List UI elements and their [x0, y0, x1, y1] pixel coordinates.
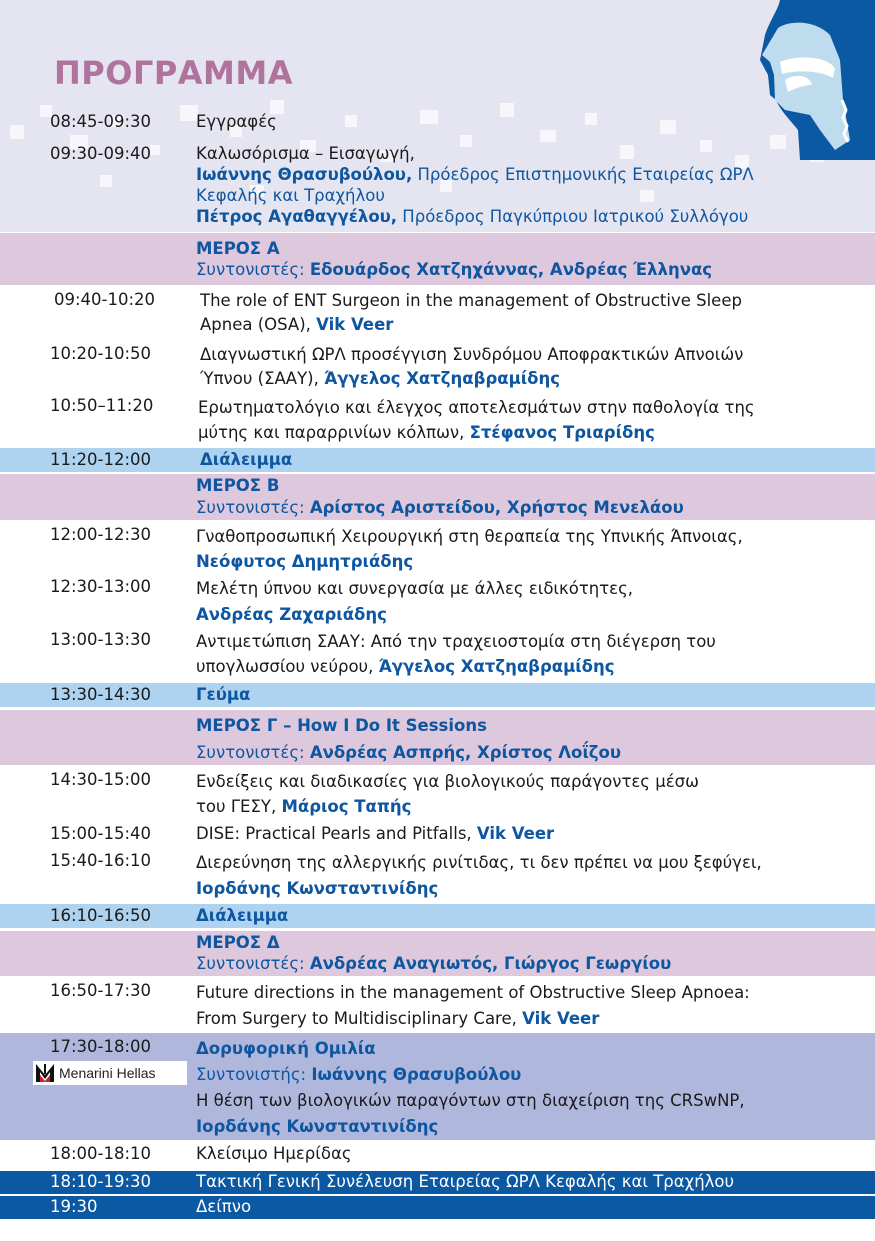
time-slot: 16:50-17:30 [50, 981, 152, 1000]
item-content [196, 980, 855, 1032]
session-chairs [196, 739, 855, 766]
schedule-row [0, 142, 875, 232]
speaker-role: Πρόεδρος Επιστημονικής Εταιρείας ΩΡΛ [412, 165, 754, 184]
item-content [196, 850, 855, 902]
item-content [196, 629, 855, 679]
speaker-name: Ιορδάνης Κωνσταντινίδης [196, 1117, 439, 1136]
talk-title-cont: Ύπνου (ΣΑΑΥ), [200, 369, 325, 388]
talk-title: Γναθοπροσωπική Χειρουργική στη θεραπεία της Υπνικής Άπνοιας, [196, 527, 743, 546]
item-content [196, 576, 855, 628]
chair-label: Συντονιστής: [196, 1065, 312, 1084]
break-label: Γεύμα [196, 685, 251, 704]
head-airway-illustration-icon [740, 0, 875, 160]
time-slot: 16:10-16:50 [50, 906, 152, 925]
session-title: ΜΕΡΟΣ Α [196, 239, 280, 258]
time-slot: 19:30 [50, 1197, 98, 1216]
item-title: Καλωσόρισμα – Εισαγωγή, [196, 144, 415, 163]
chairs-label: Συντονιστές: [196, 498, 310, 517]
page-title: ΠΡΟΓΡΑΜΜΑ [54, 54, 293, 92]
talk-title: Ερωτηματολόγιο και έλεγχος αποτελεσμάτων στην παθολογία της [198, 398, 755, 417]
time-slot: 11:20-12:00 [50, 450, 152, 469]
item-content [200, 343, 855, 391]
schedule-row [0, 110, 875, 134]
schedule-row [0, 849, 875, 901]
session-header-c [0, 710, 875, 765]
speaker-name: Νεόφυτος Δημητριάδης [196, 552, 414, 571]
sponsor-logo [33, 1061, 187, 1085]
session-header-d [0, 931, 875, 976]
speaker-name: Άγγελος Χατζηαβραμίδης [324, 369, 561, 388]
speaker-name: Ιορδάνης Κωνσταντινίδης [196, 879, 439, 898]
item-title: Τακτική Γενική Συνέλευση Εταιρείας ΩΡΛ Κεφαλής και Τραχήλου [196, 1172, 735, 1191]
item-content [200, 289, 855, 337]
time-slot: 13:00-13:30 [50, 630, 152, 649]
session-chairs [196, 259, 855, 280]
speaker-role: Πρόεδρος Παγκύπριου Ιατρικού Συλλόγου [397, 207, 749, 226]
satellite-title: Δορυφορική Ομιλία [196, 1039, 376, 1058]
talk-title: Future directions in the management of Obstructive Sleep Apnoea: [196, 983, 750, 1002]
schedule-row [0, 342, 875, 392]
speaker-name: Πέτρος Αγαθαγγέλου, [196, 207, 398, 226]
break-label: Διάλειμμα [196, 906, 289, 925]
dinner-row [0, 1196, 875, 1219]
chairs-label: Συντονιστές: [196, 743, 310, 762]
talk-title: Διαγνωστική ΩΡΛ προσέγγιση Συνδρόμου Αποφρακτικών Απνοιών [200, 345, 744, 364]
chairs-names: Αρίστος Αριστείδου, Χρήστος Μενελάου [309, 498, 684, 517]
talk-title-cont: του ΓΕΣΥ, [196, 797, 282, 816]
sponsor-name: Menarini Hellas [59, 1065, 156, 1081]
item-title: Εγγραφές [196, 112, 277, 131]
chairs-label: Συντονιστές: [196, 260, 310, 279]
time-slot: 15:40-16:10 [50, 851, 152, 870]
schedule-row [0, 523, 875, 573]
item-content [196, 823, 855, 845]
item-content [196, 143, 855, 227]
item-title: Κλείσιμο Ημερίδας [196, 1144, 352, 1163]
session-chairs [196, 953, 855, 974]
item-title: Δείπνο [196, 1197, 252, 1216]
item-content [198, 395, 855, 445]
break-row [0, 448, 875, 472]
talk-title-cont: Apnea (OSA), [200, 315, 317, 334]
session-title: ΜΕΡΟΣ Β [196, 476, 280, 495]
time-slot: 10:50–11:20 [50, 396, 154, 415]
session-header-b [0, 474, 875, 520]
speaker-name: Ιωάννης Θρασυβούλου, [196, 165, 413, 184]
item-content [196, 1036, 855, 1140]
chairs-names: Ανδρέας Αναγιωτός, Γιώργος Γεωργίου [309, 954, 672, 973]
general-assembly-row [0, 1171, 875, 1194]
talk-title: The role of ENT Surgeon in the management of Obstructive Sleep [200, 291, 742, 310]
time-slot: 15:00-15:40 [50, 824, 152, 843]
session-chairs [196, 497, 855, 519]
speaker-role: Κεφαλής και Τραχήλου [196, 186, 385, 205]
time-slot: 12:30-13:00 [50, 577, 152, 596]
time-slot: 18:00-18:10 [50, 1144, 152, 1163]
speaker-name: Vik Veer [316, 315, 394, 334]
talk-title: Αντιμετώπιση ΣΑΑΥ: Από την τραχειοστομία στη διέγερση του [196, 632, 716, 651]
talk-title-cont: μύτης και παραρρινίων κόλπων, [198, 423, 470, 442]
schedule-row [0, 822, 875, 848]
item-content [196, 524, 855, 574]
time-slot: 14:30-15:00 [50, 770, 152, 789]
time-slot: 09:30-09:40 [50, 144, 152, 163]
schedule-row [0, 575, 875, 627]
talk-title: Διερεύνηση της αλλεργικής ρινίτιδας, τι δεν πρέπει να μου ξεφύγει, [196, 853, 762, 872]
talk-title: Ενδείξεις και διαδικασίες για βιολογικούς παράγοντες μέσω [196, 772, 699, 791]
schedule-row [0, 288, 875, 340]
schedule-row [0, 978, 875, 1032]
menarini-logo-icon [35, 1063, 55, 1083]
time-slot: 13:30-14:30 [50, 685, 152, 704]
break-label: Διάλειμμα [200, 450, 293, 469]
session-header-a [0, 233, 875, 285]
talk-title: Μελέτη ύπνου και συνεργασία με άλλες ειδικότητες, [196, 579, 633, 598]
item-content [196, 769, 855, 819]
time-slot: 12:00-12:30 [50, 525, 152, 544]
speaker-line [196, 164, 855, 185]
talk-title-cont: From Surgery to Multidisciplinary Care, [196, 1009, 523, 1028]
chairs-label: Συντονιστές: [196, 954, 310, 973]
schedule-row [0, 1141, 875, 1169]
time-slot: 08:45-09:30 [50, 112, 152, 131]
time-slot: 17:30-18:00 [50, 1037, 152, 1056]
talk-title: DISE: Practical Pearls and Pitfalls, [196, 824, 477, 843]
speaker-line [196, 206, 855, 227]
break-row [0, 904, 875, 928]
speaker-name: Στέφανος Τριαρίδης [469, 423, 655, 442]
chairs-names: Ανδρέας Ασπρής, Χρίστος Λοΐζου [309, 743, 622, 762]
speaker-name: Vik Veer [522, 1009, 600, 1028]
speaker-name: Vik Veer [476, 824, 555, 843]
session-title: ΜΕΡΟΣ Δ [196, 933, 280, 952]
chairs-names: Εδουάρδος Χατζηχάννας, Ανδρέας Έλληνας [309, 260, 713, 279]
speaker-name: Ανδρέας Ζαχαριάδης [196, 605, 387, 624]
schedule-row [0, 394, 875, 446]
satellite-session-row [0, 1033, 875, 1140]
time-slot: 10:20-10:50 [50, 344, 152, 363]
time-slot: 09:40-10:20 [54, 290, 156, 309]
session-title: ΜΕΡΟΣ Γ – How I Do It Sessions [196, 716, 487, 735]
talk-title-cont: υπογλωσσίου νεύρου, [196, 657, 379, 676]
time-slot: 18:10-19:30 [50, 1172, 152, 1191]
break-row [0, 683, 875, 707]
session-chair [196, 1062, 855, 1088]
talk-title: Η θέση των βιολογικών παραγόντων στη διαχείριση της CRSwNP, [196, 1091, 745, 1110]
schedule-row [0, 768, 875, 820]
schedule-row [0, 628, 875, 680]
speaker-name: Μάριος Ταπής [281, 797, 412, 816]
speaker-name: Άγγελος Χατζηαβραμίδης [378, 657, 615, 676]
chair-name: Ιωάννης Θρασυβούλου [311, 1065, 522, 1084]
